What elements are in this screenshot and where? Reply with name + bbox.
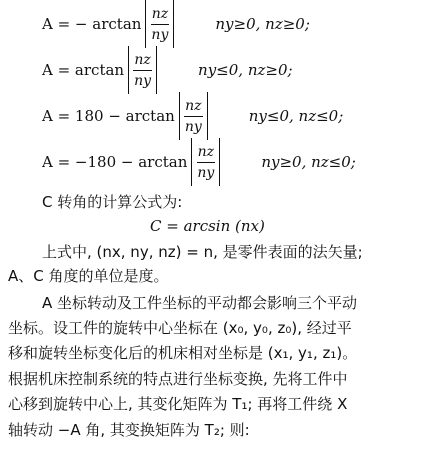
c-formula: C = arcsin (nx): [150, 217, 265, 235]
fraction-numerator: nz: [184, 96, 202, 117]
paragraph-line: 坐标。设工件的旋转中心坐标在 (x₀, y₀, z₀), 经过平: [8, 319, 352, 337]
abs-fraction: [191, 138, 220, 186]
fraction-denominator: ny: [151, 26, 169, 43]
equation-row: [42, 136, 356, 188]
paragraph-line: 心移到旋转中心上, 其变化矩阵为 T₁; 再将工件绕 X: [8, 395, 348, 413]
equation-lhs: A = −180 − arctan: [42, 153, 188, 171]
equation-condition: ny≥0, nz≤0;: [261, 153, 356, 171]
equation-row: [42, 90, 343, 142]
fraction-denominator: ny: [184, 118, 202, 135]
c-formula-heading: C 转角的计算公式为:: [42, 193, 183, 211]
fraction-numerator: nz: [133, 50, 151, 71]
abs-fraction: [179, 92, 208, 140]
paragraph-line: 根据机床控制系统的特点进行坐标变换, 先将工件中: [8, 370, 348, 388]
paragraph-line: 轴转动 −A 角, 其变换矩阵为 T₂; 则:: [8, 421, 250, 439]
equation-condition: ny≥0, nz≥0;: [215, 15, 310, 33]
paragraph-line: A、C 角度的单位是度。: [8, 267, 169, 285]
paragraph-line: 上式中, (nx, ny, nz) = n, 是零件表面的法矢量;: [42, 243, 363, 261]
abs-fraction: [128, 46, 157, 94]
equation-lhs: A = arctan: [42, 61, 125, 79]
paragraph-line: A 坐标转动及工件坐标的平动都会影响三个平动: [42, 294, 358, 312]
equation-row: [42, 44, 293, 96]
fraction-numerator: nz: [197, 142, 215, 163]
abs-fraction: [145, 0, 174, 48]
equation-lhs: A = − arctan: [42, 15, 142, 33]
fraction-denominator: ny: [197, 164, 215, 181]
equation-condition: ny≤0, nz≥0;: [198, 61, 293, 79]
equation-lhs: A = 180 − arctan: [42, 107, 175, 125]
equation-condition: ny≤0, nz≤0;: [248, 107, 344, 125]
equation-row: [42, 0, 310, 50]
paragraph-line: 移和旋转坐标变化后的机床相对坐标是 (x₁, y₁, z₁)。: [8, 344, 358, 362]
fraction-denominator: ny: [134, 72, 152, 89]
fraction-numerator: nz: [151, 4, 169, 25]
